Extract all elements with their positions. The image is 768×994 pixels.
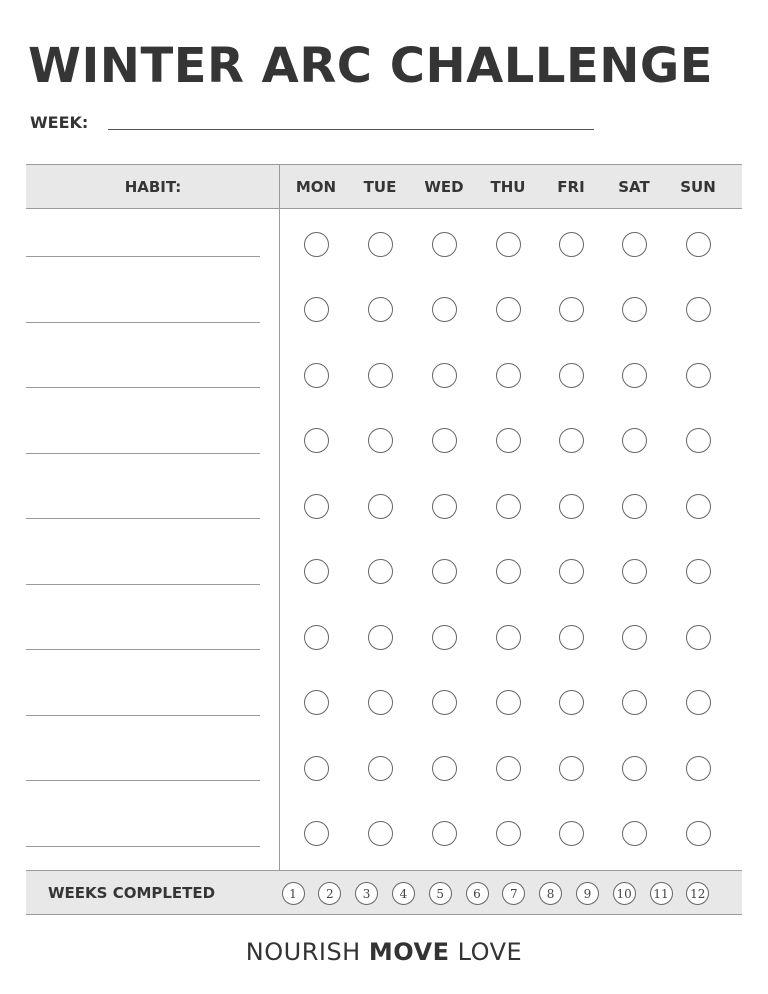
habit-checkbox-mon[interactable] [304,428,329,453]
habit-checkbox-thu[interactable] [496,494,521,519]
habit-checkbox-wed[interactable] [432,690,457,715]
habit-checkbox-sat[interactable] [622,363,647,388]
habit-checkbox-thu[interactable] [496,690,521,715]
habit-name-line[interactable] [26,846,260,847]
habit-checkbox-thu[interactable] [496,297,521,322]
week-completed-circle[interactable]: 7 [502,882,525,905]
habit-checkbox-fri[interactable] [559,625,584,650]
habit-name-line[interactable] [26,387,260,388]
table-header [26,164,742,209]
habit-checkbox-sat[interactable] [622,821,647,846]
habit-checkbox-mon[interactable] [304,232,329,257]
habit-checkbox-sun[interactable] [686,821,711,846]
habit-checkbox-wed[interactable] [432,494,457,519]
habit-checkbox-tue[interactable] [368,559,393,584]
brand-logo [0,938,768,966]
habit-checkbox-sun[interactable] [686,428,711,453]
habit-checkbox-wed[interactable] [432,821,457,846]
habit-checkbox-thu[interactable] [496,232,521,257]
brand-love: LOVE [457,938,523,966]
week-completed-circle[interactable]: 8 [539,882,562,905]
habit-checkbox-thu[interactable] [496,756,521,781]
habit-checkbox-sat[interactable] [622,690,647,715]
habit-checkbox-tue[interactable] [368,232,393,257]
habit-checkbox-sun[interactable] [686,494,711,519]
habit-checkbox-tue[interactable] [368,363,393,388]
habit-checkbox-mon[interactable] [304,821,329,846]
habit-checkbox-sat[interactable] [622,756,647,781]
habit-checkbox-fri[interactable] [559,821,584,846]
habit-checkbox-mon[interactable] [304,494,329,519]
week-input-line[interactable] [108,129,594,130]
habit-checkbox-mon[interactable] [304,559,329,584]
week-completed-circle[interactable]: 2 [318,882,341,905]
habit-checkbox-mon[interactable] [304,625,329,650]
habit-checkbox-tue[interactable] [368,690,393,715]
habit-checkbox-fri[interactable] [559,756,584,781]
habit-checkbox-thu[interactable] [496,821,521,846]
habit-checkbox-sat[interactable] [622,232,647,257]
habit-name-line[interactable] [26,584,260,585]
habit-checkbox-fri[interactable] [559,428,584,453]
week-completed-circle[interactable]: 10 [613,882,636,905]
habit-checkbox-wed[interactable] [432,756,457,781]
day-header-tue: TUE [363,177,397,196]
habit-checkbox-wed[interactable] [432,559,457,584]
week-completed-circle[interactable]: 3 [355,882,378,905]
habit-checkbox-sun[interactable] [686,690,711,715]
habit-checkbox-sat[interactable] [622,625,647,650]
habit-name-line[interactable] [26,649,260,650]
habit-checkbox-sun[interactable] [686,232,711,257]
day-header-sun: SUN [680,177,716,196]
day-header-wed: WED [424,177,464,196]
habit-checkbox-tue[interactable] [368,428,393,453]
habit-checkbox-thu[interactable] [496,363,521,388]
habit-checkbox-tue[interactable] [368,297,393,322]
habit-checkbox-tue[interactable] [368,756,393,781]
habit-name-line[interactable] [26,453,260,454]
week-completed-circle[interactable]: 6 [466,882,489,905]
habit-checkbox-sun[interactable] [686,559,711,584]
habit-checkbox-fri[interactable] [559,494,584,519]
habit-checkbox-mon[interactable] [304,690,329,715]
habit-checkbox-sun[interactable] [686,756,711,781]
day-header-fri: FRI [557,177,585,196]
week-completed-circle[interactable]: 5 [429,882,452,905]
habit-checkbox-wed[interactable] [432,297,457,322]
week-label: WEEK: [30,113,89,132]
weeks-completed-bar [26,870,742,915]
habit-name-line[interactable] [26,518,260,519]
habit-checkbox-thu[interactable] [496,428,521,453]
column-divider [279,164,280,914]
habit-checkbox-tue[interactable] [368,625,393,650]
habit-checkbox-sun[interactable] [686,297,711,322]
habit-checkbox-fri[interactable] [559,232,584,257]
habit-header: HABIT: [124,177,182,196]
brand-move: MOVE [368,938,450,966]
habit-name-line[interactable] [26,256,260,257]
habit-checkbox-mon[interactable] [304,756,329,781]
week-completed-circle[interactable]: 11 [650,882,673,905]
week-completed-circle[interactable]: 9 [576,882,599,905]
habit-checkbox-tue[interactable] [368,494,393,519]
day-header-sat: SAT [618,177,650,196]
habit-checkbox-mon[interactable] [304,363,329,388]
habit-checkbox-sat[interactable] [622,559,647,584]
habit-checkbox-fri[interactable] [559,559,584,584]
habit-name-line[interactable] [26,780,260,781]
week-completed-circle[interactable]: 12 [686,882,709,905]
habit-checkbox-wed[interactable] [432,232,457,257]
week-completed-circle[interactable]: 1 [282,882,305,905]
habit-checkbox-sat[interactable] [622,297,647,322]
habit-checkbox-mon[interactable] [304,297,329,322]
habit-checkbox-thu[interactable] [496,625,521,650]
day-header-thu: THU [490,177,526,196]
habit-checkbox-sat[interactable] [622,428,647,453]
brand-nourish: NOURISH [245,938,361,966]
habit-checkbox-wed[interactable] [432,625,457,650]
week-completed-circle[interactable]: 4 [392,882,415,905]
habit-checkbox-tue[interactable] [368,821,393,846]
habit-checkbox-wed[interactable] [432,428,457,453]
habit-checkbox-thu[interactable] [496,559,521,584]
habit-name-line[interactable] [26,322,260,323]
habit-name-line[interactable] [26,715,260,716]
habit-checkbox-fri[interactable] [559,363,584,388]
habit-checkbox-fri[interactable] [559,297,584,322]
habit-checkbox-sat[interactable] [622,494,647,519]
page-title: WINTER ARC CHALLENGE [28,38,714,94]
habit-checkbox-wed[interactable] [432,363,457,388]
habit-checkbox-sun[interactable] [686,363,711,388]
habit-checkbox-sun[interactable] [686,625,711,650]
weeks-completed-label: WEEKS COMPLETED [48,883,216,902]
habit-checkbox-fri[interactable] [559,690,584,715]
day-header-mon: MON [295,177,337,196]
